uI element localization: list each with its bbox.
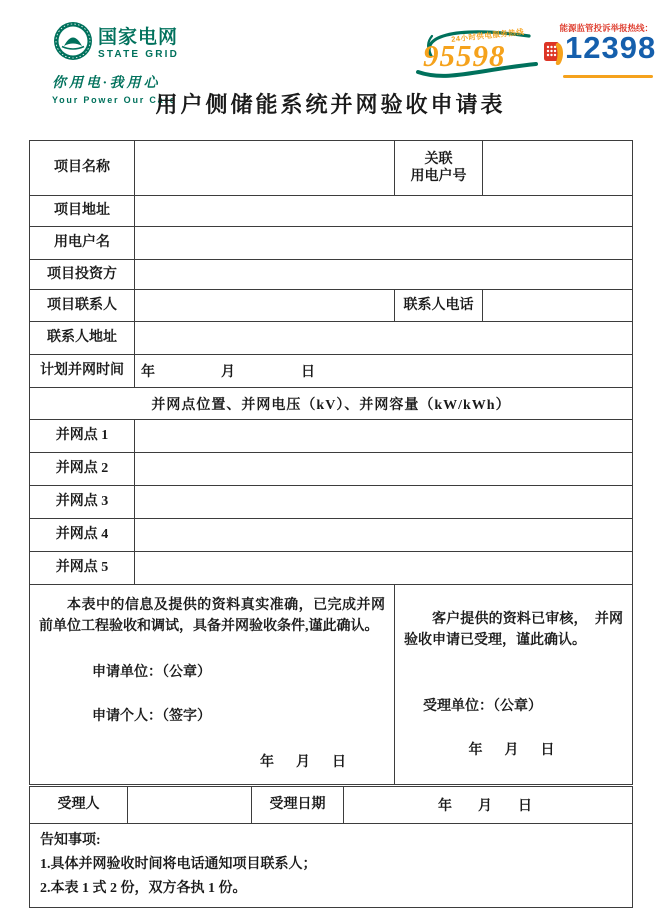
acceptance-notice-table xyxy=(29,786,633,908)
contact-label: 项目联系人 xyxy=(30,290,135,322)
contact-address-input[interactable] xyxy=(135,322,633,355)
hotline-12398-logo xyxy=(543,22,655,80)
grid-point-3-input[interactable] xyxy=(135,486,633,519)
applicant-date: 年 月 日 xyxy=(260,755,350,770)
notice-item-2: 2.本表 1 式 2 份，双方各执 1 份。 xyxy=(40,881,247,896)
state-grid-emblem-icon xyxy=(52,20,94,67)
planned-date-label: 计划并网时间 xyxy=(30,355,135,388)
contact-phone-input[interactable] xyxy=(483,290,633,322)
hotline-95598-tagline: 24小时供电服务热线 xyxy=(450,27,525,44)
applicant-declaration-text: 本表中的信息及提供的资料真实准确，已完成并网前单位工程验收和调试，具备并网验收条件,谨此确认。 xyxy=(39,598,385,634)
state-grid-slogan-en: Your Power Our Care xyxy=(52,95,177,105)
project-address-label: 项目地址 xyxy=(30,196,135,227)
acceptance-declaration-cell xyxy=(395,585,633,785)
page-title: 用户侧储能系统并网验收申请表 xyxy=(155,92,506,117)
grid-point-4-input[interactable] xyxy=(135,519,633,552)
notices-title: 告知事项: xyxy=(40,833,101,848)
contact-phone-label: 联系人电话 xyxy=(395,290,483,322)
contact-address-label: 联系人地址 xyxy=(30,322,135,355)
planned-date-input[interactable]: 年 月 日 xyxy=(135,355,633,388)
applicant-person-label: 申请个人：（签字） xyxy=(92,709,211,724)
hotline-12398-underline xyxy=(563,75,653,78)
hotline-95598-number: 95598 xyxy=(423,38,506,73)
state-grid-name-en: STATE GRID xyxy=(98,48,180,60)
investor-input[interactable] xyxy=(135,260,633,290)
customer-name-label: 用电户名 xyxy=(30,227,135,260)
state-grid-slogan-cn: 你用电·我用心 xyxy=(52,76,161,91)
customer-name-input[interactable] xyxy=(135,227,633,260)
project-address-input[interactable] xyxy=(135,196,633,227)
contact-input[interactable] xyxy=(135,290,395,322)
acceptance-declaration-text: 客户提供的资料已审核， 并网验收申请已受理，谨此确认。 xyxy=(404,612,623,648)
applicant-declaration-cell xyxy=(30,585,395,785)
grid-points-header: 并网点位置、并网电压（kV）、并网容量（kW/kWh） xyxy=(30,388,633,420)
project-name-label: 项目名称 xyxy=(30,141,135,196)
grid-point-5-input[interactable] xyxy=(135,552,633,585)
hotline-12398-tagline: 能源监管投诉举报热线： xyxy=(559,23,653,33)
applicant-unit-label: 申请单位：（公章） xyxy=(92,665,211,680)
investor-label: 项目投资方 xyxy=(30,260,135,290)
grid-point-5-label: 并网点 5 xyxy=(30,552,135,585)
hotline-95598-logo xyxy=(415,18,540,84)
grid-point-1-label: 并网点 1 xyxy=(30,420,135,453)
grid-point-3-label: 并网点 3 xyxy=(30,486,135,519)
notice-item-1: 1.具体并网验收时间将电话通知项目联系人； xyxy=(40,857,317,872)
grid-point-1-input[interactable] xyxy=(135,420,633,453)
handler-input[interactable] xyxy=(128,787,252,824)
related-account-line1: 关联 xyxy=(424,151,453,167)
grid-point-2-input[interactable] xyxy=(135,453,633,486)
related-account-input[interactable] xyxy=(483,141,633,196)
notices-cell xyxy=(30,824,633,908)
grid-point-2-label: 并网点 2 xyxy=(30,453,135,486)
project-name-input[interactable] xyxy=(135,141,395,196)
state-grid-name-cn: 国家电网 xyxy=(98,26,179,48)
hotline-12398-number: 12398 xyxy=(565,30,657,65)
application-form-table xyxy=(29,140,633,785)
related-account-label xyxy=(395,141,483,196)
acceptance-date-label: 受理日期 xyxy=(252,787,344,824)
related-account-line2: 用电户号 xyxy=(410,169,467,184)
acceptance-unit-label: 受理单位：（公章） xyxy=(423,699,542,714)
acceptance-date: 年 月 日 xyxy=(468,743,559,758)
telephone-icon xyxy=(543,38,567,73)
handler-label: 受理人 xyxy=(30,787,128,824)
acceptance-date-input[interactable]: 年 月 日 xyxy=(344,787,633,824)
grid-point-4-label: 并网点 4 xyxy=(30,519,135,552)
